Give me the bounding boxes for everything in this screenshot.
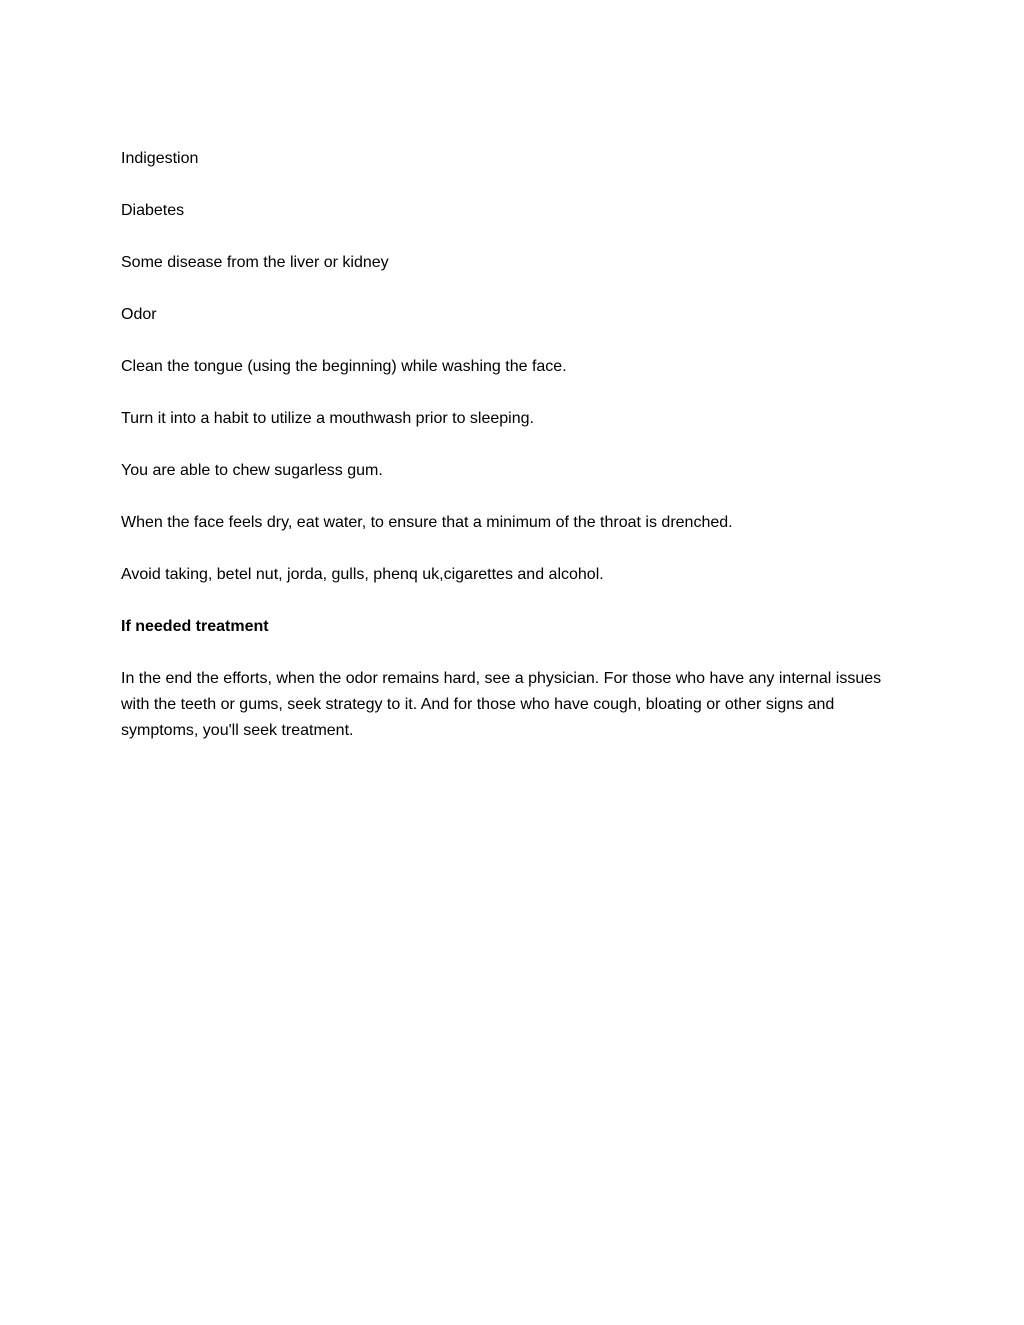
text-line-liver-kidney: Some disease from the liver or kidney (121, 254, 389, 271)
text-line-sugarless-gum: You are able to chew sugarless gum. (121, 462, 383, 479)
document-body (121, 146, 911, 744)
text-line-diabetes: Diabetes (121, 202, 185, 219)
text-line-clean-tongue: Clean the tongue (using the beginning) while washing the face. (121, 358, 567, 375)
text-line-avoid: Avoid taking, betel nut, jorda, gulls, phenq uk,cigarettes and alcohol. (121, 566, 604, 583)
text-line-mouthwash: Turn it into a habit to utilize a mouthwash prior to sleeping. (121, 410, 534, 427)
section-body: In the end the efforts, when the odor remains hard, see a physician. For those who have any internal issues with the teeth or gums, seek strategy to it. And for those who have cough, bloating or other signs and symptoms, you'll seek treatment. (121, 670, 882, 739)
text-line-dry-face: When the face feels dry, eat water, to ensure that a minimum of the throat is drenched. (121, 514, 733, 531)
text-line-odor: Odor (121, 306, 157, 323)
text-line-indigestion: Indigestion (121, 150, 199, 167)
section-heading: If needed treatment (121, 618, 269, 635)
